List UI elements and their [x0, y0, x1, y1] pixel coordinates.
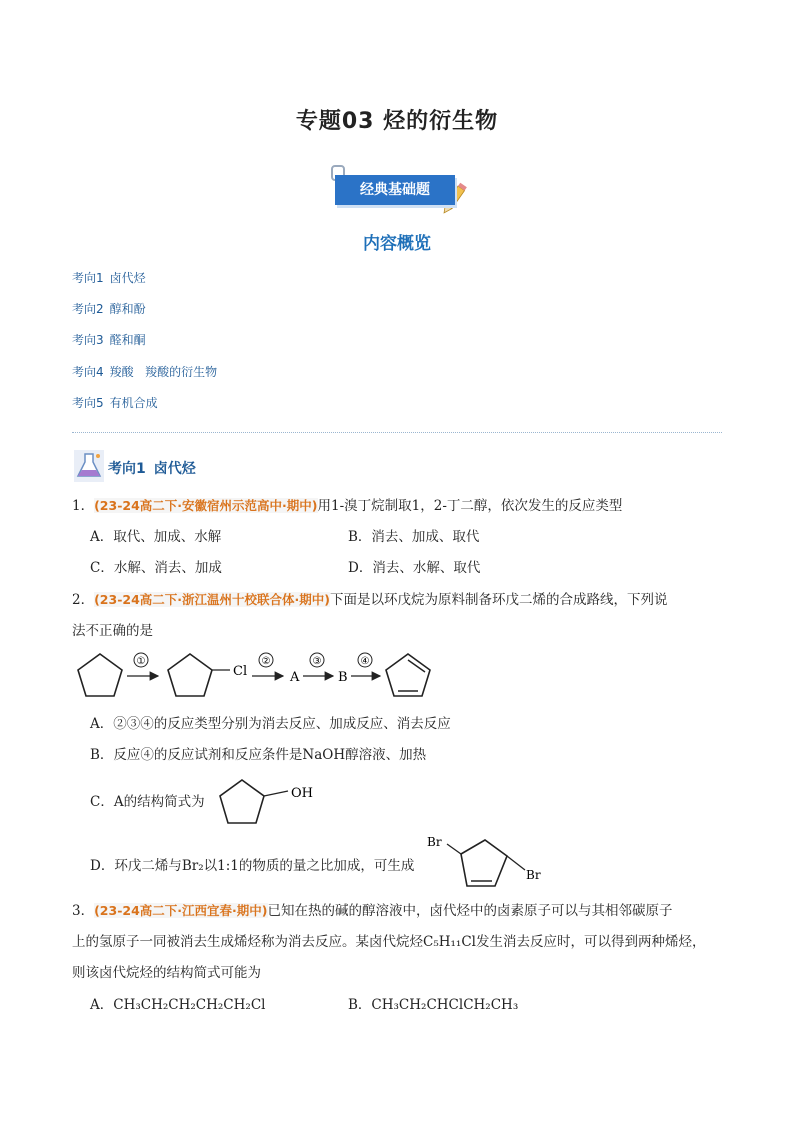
q2-option-b[interactable]: B．反应④的反应试剂和反应条件是NaOH醇溶液、加热	[90, 747, 427, 763]
q3-option-b[interactable]: B．CH₃CH₂CHClCH₂CH₃	[348, 997, 519, 1013]
step-1-label: ①	[136, 656, 146, 667]
difficulty-badge: 经典基础题	[335, 175, 455, 205]
question-source: (23-24高二下·江西宜春·期中)	[94, 903, 268, 918]
q1-option-a[interactable]: A．取代、加成、水解	[90, 529, 222, 545]
chloro-label: Cl	[233, 664, 248, 679]
intermediate-b: B	[338, 670, 348, 685]
question-source: (23-24高二下·浙江温州十校联合体·期中)	[94, 592, 330, 607]
step-2-label: ②	[261, 656, 271, 667]
question-3-stem-cont2: 则该卤代烷烃的结构简式可能为	[72, 965, 261, 981]
dibromocyclopentene-structure	[425, 830, 555, 894]
page-title: 专题03 烃的衍生物	[295, 109, 499, 134]
cyclopentanol-structure	[212, 775, 322, 831]
overview-title: 内容概览	[363, 234, 431, 254]
toc-item-1[interactable]: 考向1 卤代烃	[72, 271, 146, 285]
step-3-label: ③	[312, 656, 322, 667]
q1-option-d[interactable]: D．消去、水解、取代	[348, 560, 481, 576]
q3-option-a[interactable]: A．CH₃CH₂CH₂CH₂CH₂Cl	[90, 997, 266, 1013]
question-3-stem-cont: 上的氢原子一同被消去生成烯烃称为消去反应。某卤代烷烃C₅H₁₁Cl发生消去反应时，可以得到两种烯烃，	[72, 934, 706, 950]
chlorocyclopentane-structure	[168, 654, 212, 696]
q2-option-c[interactable]: C．A的结构简式为	[90, 794, 205, 810]
toc-item-2[interactable]: 考向2 醇和酚	[72, 302, 146, 316]
cyclopentane-structure	[78, 654, 122, 696]
flask-icon	[74, 450, 106, 484]
q1-option-c[interactable]: C．水解、消去、加成	[90, 560, 222, 576]
toc-item-5[interactable]: 考向5 有机合成	[72, 396, 158, 410]
q2-option-d[interactable]: D．环戊二烯与Br₂以1:1的物质的量之比加成，可生成	[90, 858, 415, 874]
question-1-stem: 1．(23-24高二下·安徽宿州示范高中·期中)用1-溴丁烷制取1，2-丁二醇，依次发生的反应类型	[72, 498, 623, 514]
bromo-label-2: Br	[526, 868, 541, 882]
divider	[72, 432, 722, 433]
intermediate-a: A	[290, 670, 300, 685]
question-2-stem-cont: 法不正确的是	[72, 623, 153, 639]
question-2-stem: 2．(23-24高二下·浙江温州十校联合体·期中)下面是以环戊烷为原料制备环戊二烯的合成路线，下列说	[72, 592, 668, 608]
q2-option-a[interactable]: A．②③④的反应类型分别为消去反应、加成反应、消去反应	[90, 716, 451, 732]
q1-option-b[interactable]: B．消去、加成、取代	[348, 529, 480, 545]
section-heading: 考向1 卤代烃	[108, 461, 196, 477]
cyclopentadiene-structure	[386, 654, 430, 696]
bromo-label-1: Br	[427, 835, 442, 849]
question-3-stem: 3．(23-24高二下·江西宜春·期中)已知在热的碱的醇溶液中，卤代烃中的卤素原子可以与其相邻碳原子	[72, 903, 673, 919]
toc-item-3[interactable]: 考向3 醛和酮	[72, 333, 146, 347]
reaction-scheme	[70, 646, 440, 708]
toc-item-4[interactable]: 考向4 羧酸 羧酸的衍生物	[72, 365, 218, 379]
step-4-label: ④	[360, 656, 370, 667]
hydroxyl-label: OH	[291, 786, 313, 801]
question-source: (23-24高二下·安徽宿州示范高中·期中)	[94, 498, 318, 513]
